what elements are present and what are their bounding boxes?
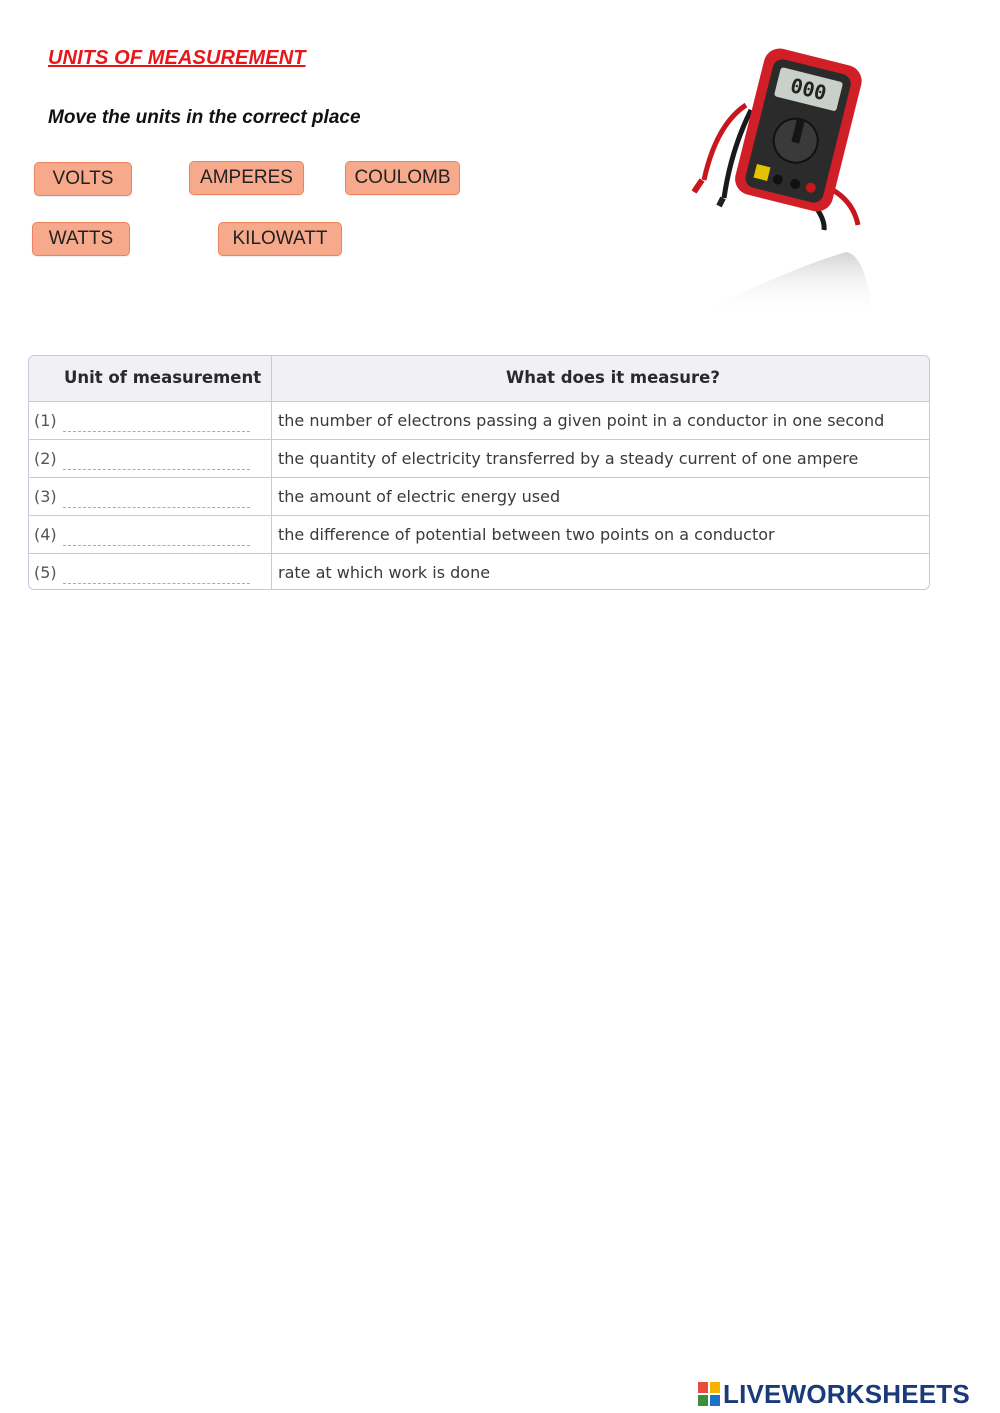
row-number: (2) [34,449,57,468]
answer-drop-zone-4[interactable] [63,525,250,546]
table-row [29,515,929,553]
row-number: (5) [34,563,57,582]
liveworksheets-logo [698,1379,970,1409]
instruction-text: Move the units in the correct place [48,107,361,128]
row-description: the quantity of electricity transferred by a steady current of one ampere [278,449,859,468]
row-description: the amount of electric energy used [278,487,561,506]
table-row [29,439,929,477]
unit-chip-volts[interactable]: VOLTS [34,162,132,196]
unit-chip-coulomb[interactable]: COULOMB [345,161,460,195]
answer-drop-zone-3[interactable] [63,487,250,508]
table-header-row [29,356,929,401]
row-description: the number of electrons passing a given point in a conductor in one second [278,411,885,430]
table-row [29,553,929,590]
liveworksheets-logo-icon [698,1382,720,1406]
logo-text: LIVEWORKSHEETS [723,1378,970,1409]
unit-chip-amperes[interactable]: AMPERES [189,161,304,195]
answer-drop-zone-2[interactable] [63,449,250,470]
units-table [28,355,930,590]
table-row [29,401,929,439]
multimeter-image [686,30,886,325]
table-row [29,477,929,515]
answer-drop-zone-1[interactable] [63,411,250,432]
unit-chip-watts[interactable]: WATTS [32,222,130,256]
row-number: (1) [34,411,57,430]
answer-drop-zone-5[interactable] [63,563,250,584]
row-number: (4) [34,525,57,544]
column-header-unit: Unit of measurement [64,368,262,387]
row-description: rate at which work is done [278,563,491,582]
multimeter-display: 000 [788,73,829,106]
worksheet-title: UNITS OF MEASUREMENT [48,47,306,69]
row-number: (3) [34,487,57,506]
unit-chip-kilowatt[interactable]: KILOWATT [218,222,342,256]
column-header-measure: What does it measure? [506,368,720,387]
row-description: the difference of potential between two points on a conductor [278,525,775,544]
